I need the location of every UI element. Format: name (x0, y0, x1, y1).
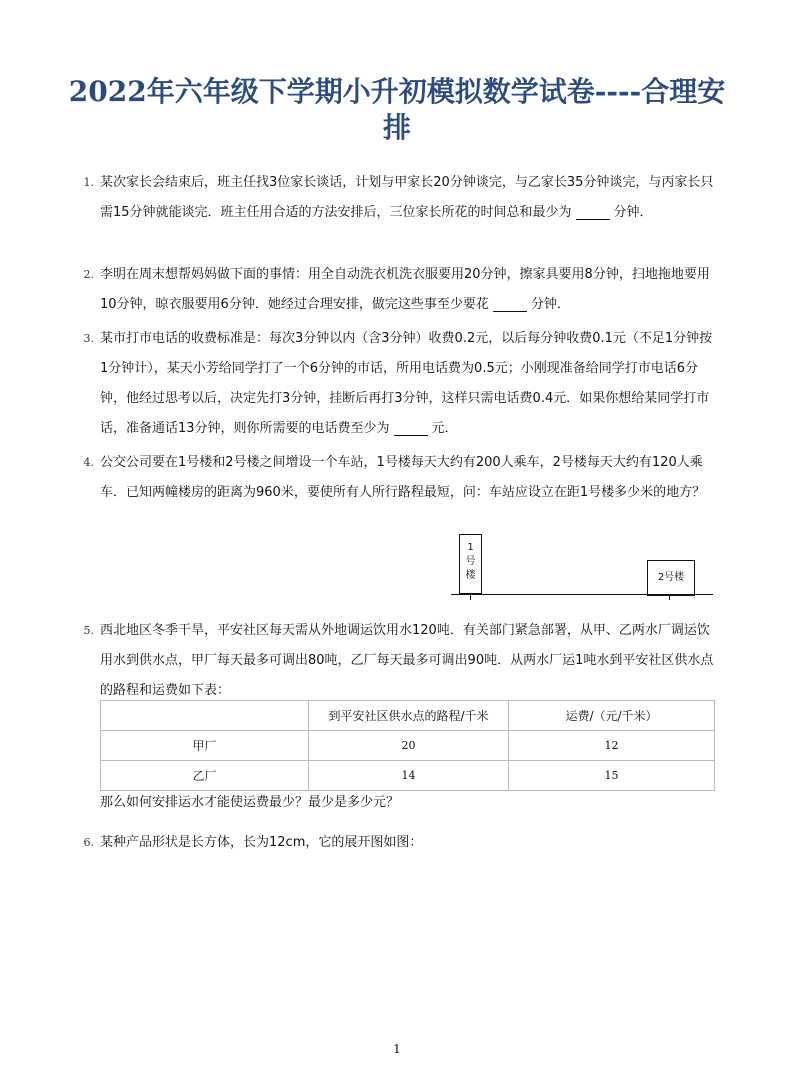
table-cell: 15 (509, 761, 715, 791)
table-row (101, 731, 715, 761)
answer-blank[interactable] (394, 421, 428, 436)
question-text: 那么如何安排运水才能使运费最少？最少是多少元？ (100, 795, 400, 810)
question-number: 4. (83, 456, 94, 469)
building-2-marker (669, 594, 670, 600)
question-number: 3. (83, 332, 94, 345)
building-2: 2号楼 (647, 560, 695, 596)
question-5 (78, 616, 718, 706)
question-text: 某次家长会结束后，班主任找3位家长谈话，计划与甲家长20分钟谈完，与乙家长35分钟谈完，与丙家长只需15分钟就能谈完．班主任用合适的方法安排后，三位家长所花的时间总和最少为 分钟． (100, 175, 714, 220)
building-1-marker (470, 594, 471, 600)
question-4 (78, 448, 718, 508)
question-number: 5. (83, 624, 94, 637)
question-2 (78, 260, 718, 320)
question-1 (78, 168, 718, 228)
table-cell: 14 (309, 761, 509, 791)
table-header (101, 701, 309, 731)
question-text: 李明在周末想帮妈妈做下面的事情：用全自动洗衣机洗衣服要用20分钟，擦家具要用8分钟，扫地拖地要用10分钟，晾衣服要用6分钟．她经过合理安排，做完这些事至少要花 分钟． (100, 267, 710, 312)
page-title: 2022年六年级下学期小升初模拟数学试卷----合理安排 (68, 75, 726, 144)
question-text: 某种产品形状是长方体，长为12cm，它的展开图如图： (100, 835, 423, 850)
question-text: 西北地区冬季干旱，平安社区每天需从外地调运饮用水120吨．有关部门紧急部署，从甲、乙两水厂调运饮用水到供水点，甲厂每天最多可调出80吨，乙厂每天最多可调出90吨．从两水厂运1吨水到平安社区供水点的路程和运费如下表： (100, 623, 714, 698)
answer-blank[interactable] (493, 297, 527, 312)
table-cell: 20 (309, 731, 509, 761)
question-text: 公交公司要在1号楼和2号楼之间增设一个车站，1号楼每天大约有200人乘车，2号楼每天大约有120人乘车．已知两幢楼房的距离为960米，要使所有人所行路程最短，问：车站应设立在距1号楼多少米的地方？ (100, 455, 706, 500)
table-cell: 甲厂 (101, 731, 309, 761)
freight-table (100, 700, 715, 791)
table-cell: 12 (509, 731, 715, 761)
table-header-row (101, 701, 715, 731)
table-header: 到平安社区供水点的路程/千米 (309, 701, 509, 731)
question-5-followup (78, 788, 718, 818)
question-text: 某市打市电话的收费标准是：每次3分钟以内（含3分钟）收费0.2元，以后每分钟收费0.1元（不足1分钟按1分钟计），某天小芳给同学打了一个6分钟的市话，所用电话费为0.5元；小刚现准备给同学打市电话6分钟，他经过思考以后，决定先打3分钟，挂断后再打3分钟，这样只需电话费0.4元．如果你想给某同学打市话，准备通话13分钟，则你所需要的电话费至少为 元． (100, 331, 713, 436)
question-6 (78, 828, 718, 858)
ground-line (451, 594, 713, 595)
building-1-number: 1 (467, 542, 474, 553)
question-3 (78, 324, 718, 444)
table-row (101, 761, 715, 791)
building-1 (459, 534, 482, 594)
question-number: 1. (83, 176, 94, 189)
question-number: 2. (83, 268, 94, 281)
answer-blank[interactable] (576, 205, 610, 220)
building-1-label: 号楼 (465, 556, 476, 581)
table-cell: 乙厂 (101, 761, 309, 791)
building-diagram (451, 530, 713, 602)
question-number: 6. (83, 836, 94, 849)
table-header: 运费/（元/千米） (509, 701, 715, 731)
page-number: 1 (393, 1042, 401, 1056)
